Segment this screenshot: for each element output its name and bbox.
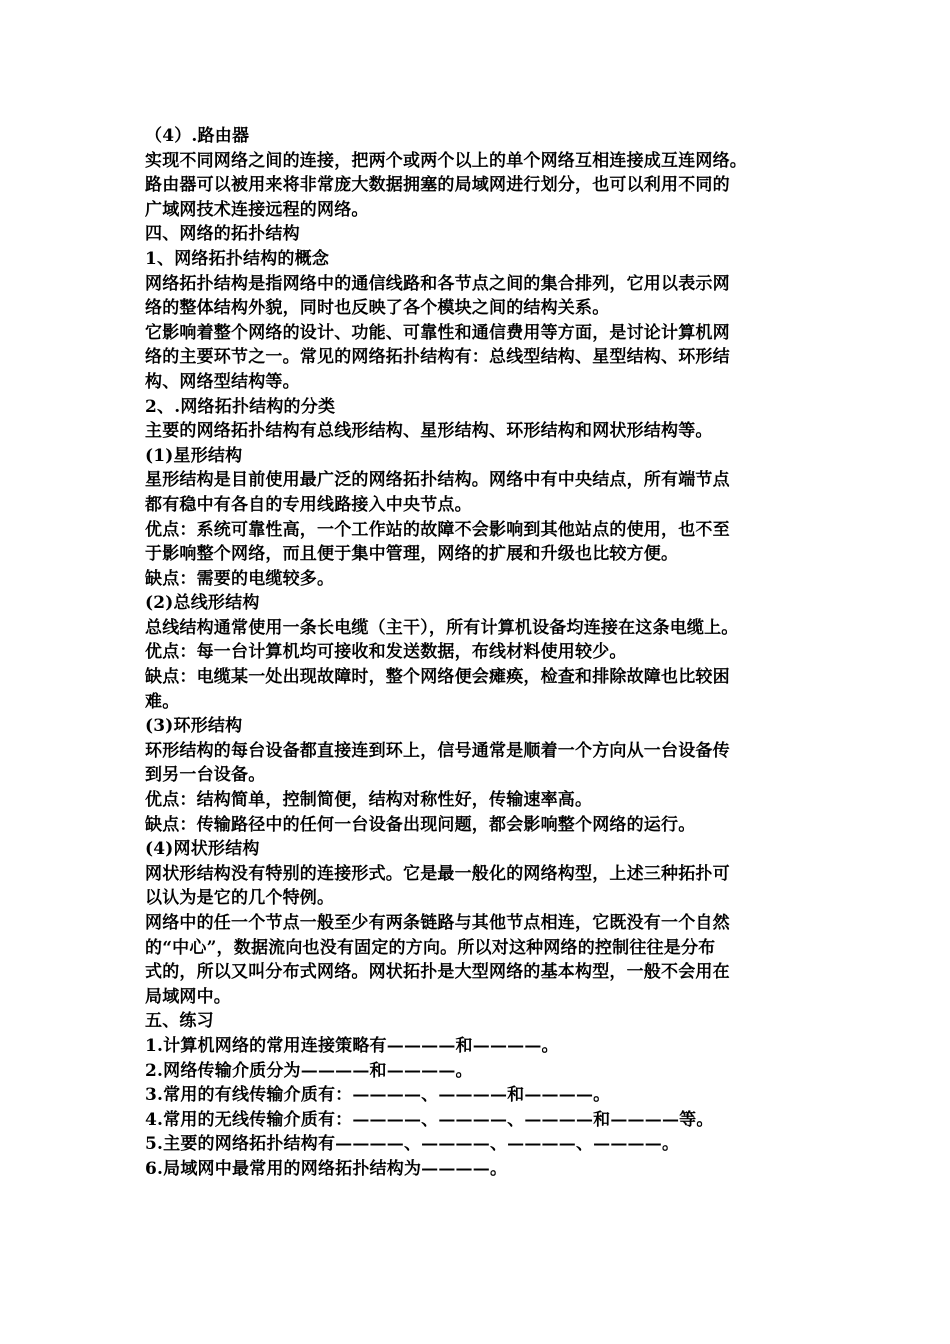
text-line: 4.常用的无线传输介质有：————、————、————和————等。 bbox=[145, 1109, 714, 1130]
text-line: 网络中的任一个节点一般至少有两条链路与其他节点相连，它既没有一个自然 bbox=[145, 913, 730, 933]
text-line: 的“中心”，数据流向也没有固定的方向。所以对这种网络的控制往往是分布 bbox=[145, 937, 716, 958]
text-line: 广域网技术连接远程的网络。 bbox=[145, 199, 369, 220]
text-line: 1.计算机网络的常用连接策略有————和————。 bbox=[145, 1035, 559, 1056]
text-line: 优点：结构简单，控制简便，结构对称性好，传输速率高。 bbox=[145, 790, 593, 811]
text-line: 式的，所以又叫分布式网络。网状拓扑是大型网络的基本构型，一般不会用在 bbox=[145, 962, 730, 983]
text-line: 缺点：需要的电缆较多。 bbox=[145, 568, 335, 589]
text-line: 四、网络的拓扑结构 bbox=[145, 224, 300, 245]
text-line: (3)环形结构 bbox=[145, 716, 243, 737]
text-line: 路由器可以被用来将非常庞大数据拥塞的局域网进行划分，也可以利用不同的 bbox=[145, 175, 730, 196]
text-line: (4)网状形结构 bbox=[145, 839, 260, 860]
text-line: 1、网络拓扑结构的概念 bbox=[145, 248, 330, 269]
document-page bbox=[145, 124, 810, 1182]
text-line: 局域网中。 bbox=[145, 986, 231, 1007]
text-line: （4）.路由器 bbox=[145, 126, 250, 146]
text-line: 2、.网络拓扑结构的分类 bbox=[145, 396, 336, 417]
text-line: 以认为是它的几个特例。 bbox=[145, 888, 335, 909]
text-line: 构、网络型结构等。 bbox=[145, 371, 300, 392]
text-line: 主要的网络拓扑结构有总线形结构、星形结构、环形结构和网状形结构等。 bbox=[145, 421, 713, 442]
text-line: 网状形结构没有特别的连接形式。它是最一般化的网络构型，上述三种拓扑可 bbox=[145, 863, 730, 884]
text-line: 2.网络传输介质分为————和————。 bbox=[145, 1060, 473, 1081]
text-line: 络的主要环节之一。常见的网络拓扑结构有：总线型结构、星型结构、环形结 bbox=[145, 347, 730, 368]
text-line: 总线结构通常使用一条长电缆（主干），所有计算机设备均连接在这条电缆上。 bbox=[145, 617, 739, 638]
text-line: 星形结构是目前使用最广泛的网络拓扑结构。网络中有中央结点，所有端节点 bbox=[145, 470, 730, 491]
text-line: 难。 bbox=[145, 691, 180, 712]
text-line: 环形结构的每台设备都直接连到环上，信号通常是顺着一个方向从一台设备传 bbox=[145, 740, 730, 761]
text-line: 实现不同网络之间的连接，把两个或两个以上的单个网络互相连接成互连网络。 bbox=[145, 150, 747, 171]
text-line: 它影响着整个网络的设计、功能、可靠性和通信费用等方面，是讨论计算机网 bbox=[145, 322, 730, 343]
text-line: 于影响整个网络，而且便于集中管理，网络的扩展和升级也比较方便。 bbox=[145, 544, 679, 565]
text-line: 优点：每一台计算机均可接收和发送数据，布线材料使用较少。 bbox=[145, 642, 627, 663]
text-line: 3.常用的有线传输介质有：————、————和————。 bbox=[145, 1085, 611, 1106]
text-line: 缺点：电缆某一处出现故障时，整个网络便会瘫痪，检查和排除故障也比较困 bbox=[145, 667, 730, 688]
text-line: 络的整体结构外貌，同时也反映了各个模块之间的结构关系。 bbox=[145, 298, 610, 319]
text-line: 5.主要的网络拓扑结构有————、————、————、————。 bbox=[145, 1134, 680, 1155]
text-line: 网络拓扑结构是指网络中的通信线路和各节点之间的集合排列，它用以表示网 bbox=[145, 273, 730, 294]
text-line: 6.局域网中最常用的网络拓扑结构为————。 bbox=[145, 1158, 508, 1179]
text-line: 都有稳中有各自的专用线路接入中央节点。 bbox=[145, 494, 472, 515]
text-line: (1)星形结构 bbox=[145, 445, 243, 466]
text-line: 五、练习 bbox=[145, 1011, 214, 1032]
text-line: 优点：系统可靠性高，一个工作站的故障不会影响到其他站点的使用，也不至 bbox=[145, 519, 730, 540]
text-line: 缺点：传输路径中的任何一台设备出现问题，都会影响整个网络的运行。 bbox=[145, 814, 696, 835]
text-line: 到另一台设备。 bbox=[145, 765, 266, 786]
text-line: (2)总线形结构 bbox=[145, 593, 260, 614]
